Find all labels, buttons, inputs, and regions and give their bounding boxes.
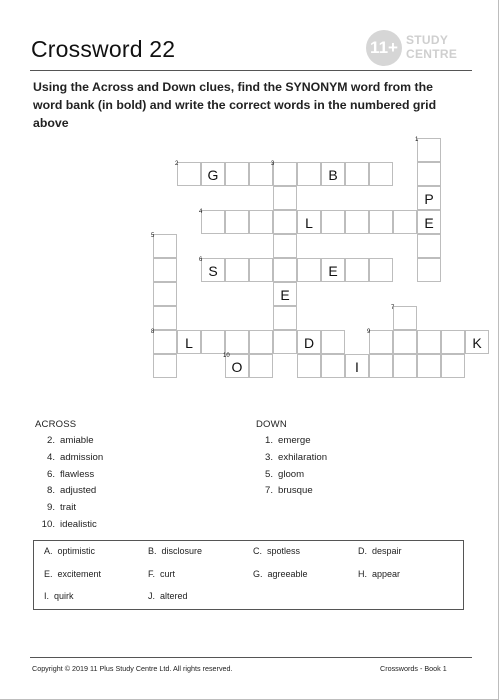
word-bank-letter: G. bbox=[253, 569, 263, 579]
clue-number: 1 bbox=[415, 137, 419, 143]
given-letter: L bbox=[185, 335, 193, 351]
grid-cell[interactable] bbox=[201, 210, 225, 234]
word-bank-word: spotless bbox=[267, 546, 301, 556]
word-bank-word: excitement bbox=[57, 569, 102, 579]
down-clue bbox=[257, 452, 327, 463]
grid-cell[interactable] bbox=[369, 162, 393, 186]
down-clue bbox=[257, 469, 304, 480]
logo-line-2: CENTRE bbox=[406, 47, 458, 61]
grid-cell[interactable] bbox=[321, 210, 345, 234]
word-bank-letter: C. bbox=[253, 546, 262, 556]
grid-cell[interactable] bbox=[417, 354, 441, 378]
header-divider bbox=[30, 70, 472, 71]
word-bank-letter: H. bbox=[358, 569, 367, 579]
given-letter: E bbox=[280, 287, 290, 303]
logo-line-1: STUDY bbox=[406, 33, 449, 47]
given-letter: G bbox=[207, 167, 219, 183]
across-clue bbox=[39, 519, 97, 530]
word-bank-letter: B. bbox=[148, 546, 157, 556]
grid-cell[interactable] bbox=[153, 234, 177, 258]
grid-cell[interactable] bbox=[201, 162, 225, 186]
word-bank-letter: A. bbox=[44, 546, 53, 556]
grid-cell[interactable] bbox=[177, 162, 201, 186]
grid-cell[interactable] bbox=[417, 186, 441, 210]
word-bank-word: appear bbox=[372, 569, 401, 579]
down-heading: DOWN bbox=[256, 419, 287, 430]
clue-number: 10 bbox=[223, 353, 230, 359]
grid-cell[interactable] bbox=[369, 258, 393, 282]
given-letter: I bbox=[355, 359, 359, 375]
word-bank-word: quirk bbox=[54, 591, 74, 601]
grid-cell[interactable] bbox=[225, 162, 249, 186]
clue-word: admission bbox=[60, 451, 104, 463]
clue-number: 10. bbox=[41, 519, 55, 530]
word-bank-letter: I. bbox=[44, 591, 50, 601]
grid-cell[interactable] bbox=[153, 282, 177, 306]
clue-number: 8. bbox=[46, 485, 55, 497]
clue-number: 3. bbox=[264, 451, 273, 463]
word-bank-item bbox=[253, 569, 308, 579]
clue-number: 9. bbox=[46, 502, 55, 514]
grid-cell[interactable] bbox=[249, 258, 273, 282]
clue-number: 5. bbox=[264, 468, 273, 480]
grid-cell[interactable] bbox=[369, 354, 393, 378]
clue-number: 6 bbox=[199, 257, 203, 263]
given-letter: P bbox=[424, 191, 434, 207]
across-clue bbox=[39, 485, 96, 496]
grid-cell[interactable] bbox=[249, 330, 273, 354]
given-letter: E bbox=[424, 215, 434, 231]
given-letter: O bbox=[231, 359, 243, 375]
word-bank-letter: F. bbox=[148, 569, 156, 579]
grid-cell[interactable] bbox=[417, 162, 441, 186]
grid-cell[interactable] bbox=[321, 330, 345, 354]
clue-number: 7. bbox=[264, 485, 273, 497]
word-bank-letter: D. bbox=[358, 546, 367, 556]
clue-number: 9 bbox=[367, 329, 371, 335]
grid-cell[interactable] bbox=[273, 162, 297, 186]
down-clue bbox=[257, 435, 311, 446]
word-bank-item bbox=[44, 569, 101, 579]
across-clue bbox=[39, 435, 94, 446]
grid-cell[interactable] bbox=[417, 210, 441, 234]
grid-cell[interactable] bbox=[177, 330, 201, 354]
word-bank-item bbox=[44, 591, 74, 601]
clue-number: 3 bbox=[271, 161, 275, 167]
logo-wordmark bbox=[406, 33, 457, 61]
grid-cell[interactable] bbox=[297, 330, 321, 354]
grid-cell[interactable] bbox=[345, 162, 369, 186]
across-clue bbox=[39, 502, 76, 513]
clue-number: 7 bbox=[391, 305, 395, 311]
given-letter: L bbox=[305, 215, 313, 231]
grid-cell[interactable] bbox=[345, 258, 369, 282]
clue-number: 1. bbox=[264, 435, 273, 446]
logo-mark: 11+ bbox=[366, 30, 402, 66]
across-clue bbox=[39, 469, 94, 480]
down-clue bbox=[257, 485, 313, 496]
grid-cell[interactable] bbox=[273, 306, 297, 330]
grid-cell[interactable] bbox=[153, 306, 177, 330]
given-letter: S bbox=[208, 263, 218, 279]
grid-cell[interactable] bbox=[417, 330, 441, 354]
grid-cell[interactable] bbox=[273, 258, 297, 282]
grid-cell[interactable] bbox=[153, 330, 177, 354]
grid-cell[interactable] bbox=[273, 234, 297, 258]
book-label: Crosswords - Book 1 bbox=[380, 664, 447, 673]
grid-cell[interactable] bbox=[201, 258, 225, 282]
page-title: Crossword 22 bbox=[31, 36, 176, 62]
grid-cell[interactable] bbox=[225, 210, 249, 234]
grid-cell[interactable] bbox=[297, 258, 321, 282]
word-bank-word: altered bbox=[160, 591, 188, 601]
clue-number: 2 bbox=[175, 161, 179, 167]
grid-cell[interactable] bbox=[417, 258, 441, 282]
grid-cell[interactable] bbox=[321, 354, 345, 378]
given-letter: K bbox=[472, 335, 482, 351]
grid-cell[interactable] bbox=[225, 330, 249, 354]
clue-word: gloom bbox=[278, 468, 305, 480]
clue-word: idealistic bbox=[60, 519, 97, 530]
clue-word: amiable bbox=[60, 435, 94, 446]
clue-number: 4. bbox=[46, 451, 55, 463]
grid-cell[interactable] bbox=[273, 282, 297, 306]
grid-cell[interactable] bbox=[273, 330, 297, 354]
grid-cell[interactable] bbox=[441, 330, 465, 354]
copyright-notice: Copyright © 2019 11 Plus Study Centre Ltd. All rights reserved. bbox=[32, 664, 233, 673]
given-letter: D bbox=[303, 335, 315, 351]
grid-cell[interactable] bbox=[249, 210, 273, 234]
word-bank-item bbox=[148, 569, 175, 579]
clue-number: 4 bbox=[199, 209, 203, 215]
grid-cell[interactable] bbox=[321, 162, 345, 186]
clue-word: exhilaration bbox=[278, 451, 328, 463]
grid-cell[interactable] bbox=[273, 210, 297, 234]
grid-cell[interactable] bbox=[345, 354, 369, 378]
grid-cell[interactable] bbox=[345, 210, 369, 234]
grid-cell[interactable] bbox=[465, 330, 489, 354]
grid-cell[interactable] bbox=[369, 330, 393, 354]
clue-number: 6. bbox=[46, 468, 55, 480]
word-bank-word: despair bbox=[372, 546, 402, 556]
across-heading: ACROSS bbox=[35, 419, 77, 430]
grid-cell[interactable] bbox=[417, 138, 441, 162]
word-bank-letter: E. bbox=[44, 569, 53, 579]
given-letter: E bbox=[328, 263, 338, 279]
grid-cell[interactable] bbox=[297, 354, 321, 378]
word-bank-word: agreeable bbox=[267, 569, 308, 579]
grid-cell[interactable] bbox=[201, 330, 225, 354]
clue-number: 8 bbox=[151, 329, 155, 335]
grid-cell[interactable] bbox=[441, 354, 465, 378]
clue-word: adjusted bbox=[60, 485, 97, 497]
grid-cell[interactable] bbox=[321, 258, 345, 282]
word-bank-item bbox=[358, 569, 400, 579]
word-bank-word: curt bbox=[160, 569, 176, 579]
clue-word: flawless bbox=[60, 468, 95, 480]
word-bank-item bbox=[44, 546, 95, 556]
clue-number: 5 bbox=[151, 233, 155, 239]
word-bank-word: optimistic bbox=[57, 546, 96, 556]
clue-word: emerge bbox=[278, 435, 311, 446]
grid-cell[interactable] bbox=[417, 234, 441, 258]
grid-cell[interactable] bbox=[393, 306, 417, 330]
word-bank-item bbox=[358, 546, 402, 556]
grid-cell[interactable] bbox=[249, 162, 273, 186]
study-centre-logo bbox=[366, 30, 464, 66]
clue-word: brusque bbox=[278, 485, 313, 497]
grid-cell[interactable] bbox=[393, 354, 417, 378]
grid-cell[interactable] bbox=[249, 354, 273, 378]
word-bank-item bbox=[253, 546, 300, 556]
given-letter: B bbox=[328, 167, 338, 183]
grid-cell[interactable] bbox=[225, 354, 249, 378]
word-bank-item bbox=[148, 591, 188, 601]
grid-cell[interactable] bbox=[225, 258, 249, 282]
grid-cell[interactable] bbox=[297, 162, 321, 186]
across-clue bbox=[39, 452, 103, 463]
clue-number: 2. bbox=[46, 435, 55, 446]
word-bank bbox=[33, 540, 464, 610]
clue-word: trait bbox=[60, 502, 76, 514]
grid-cell[interactable] bbox=[153, 354, 177, 378]
grid-cell[interactable] bbox=[393, 330, 417, 354]
footer-divider bbox=[30, 657, 472, 658]
instructions: Using the Across and Down clues, find the SYNONYM word from the word bank (in bold) and write the correct words in the numbered grid above bbox=[33, 80, 437, 130]
grid-cell[interactable] bbox=[369, 210, 393, 234]
grid-cell[interactable] bbox=[393, 210, 417, 234]
grid-cell[interactable] bbox=[153, 258, 177, 282]
word-bank-item bbox=[148, 546, 202, 556]
grid-cell[interactable] bbox=[297, 210, 321, 234]
word-bank-word: disclosure bbox=[161, 546, 203, 556]
grid-cell[interactable] bbox=[273, 186, 297, 210]
word-bank-letter: J. bbox=[148, 591, 156, 601]
